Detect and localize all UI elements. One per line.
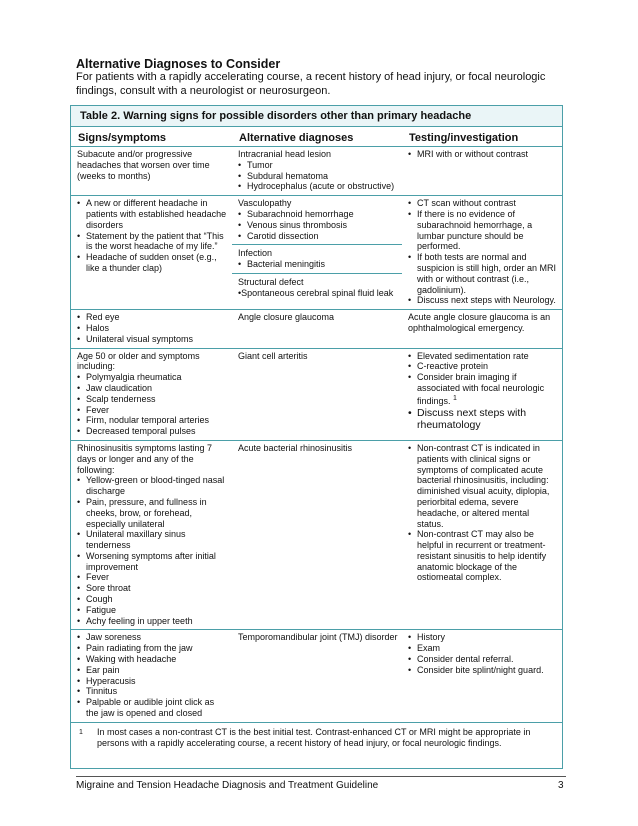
- list-item: • Statement by the patient that “This is the worst headache of my life.”: [77, 231, 228, 253]
- list-item: • Non-contrast CT is indicated in patients with clinical signs or symptoms of complicated acute bacterial rhinosinusitis, including: diminished visual acuity, diplopia, periorbital edema, severe headache, or altered mental status.: [408, 443, 558, 529]
- list-item: • Subarachnoid hemorrhage: [238, 209, 398, 220]
- list-item: • If both tests are normal and suspicion is still high, order an MRI with or without contrast (i.e., gadolinium).: [408, 252, 558, 295]
- signs-text: Subacute and/or progressive headaches that worsen over time (weeks to months): [77, 149, 210, 181]
- tests-list: [408, 351, 558, 407]
- signs-cell: [71, 348, 232, 440]
- signs-intro: Rhinosinusitis symptoms lasting 7 days or longer and any of the following:: [77, 442, 213, 475]
- diag-list: [238, 259, 398, 270]
- footnote-cell: [71, 722, 562, 752]
- list-item: [408, 372, 558, 406]
- list-item: • Worsening symptoms after initial improvement: [77, 551, 228, 573]
- signs-list: [77, 475, 228, 626]
- diag-list: [238, 209, 398, 241]
- list-item: • Halos: [77, 323, 228, 334]
- testing-cell: [402, 310, 562, 348]
- list-item: • Tinnitus: [77, 686, 228, 697]
- signs-cell: [71, 630, 232, 722]
- list-item: • History: [408, 632, 558, 643]
- table-row: [71, 310, 562, 348]
- list-item: • Unilateral maxillary sinus tenderness: [77, 529, 228, 551]
- table-row: [71, 147, 562, 196]
- diag-group-title: Vasculopathy: [238, 198, 292, 209]
- signs-cell: [71, 440, 232, 630]
- list-item: • Hydrocephalus (acute or obstructive): [238, 181, 398, 192]
- footer-divider: [76, 776, 566, 777]
- table-body: [71, 127, 562, 752]
- list-item: • Ear pain: [77, 665, 228, 676]
- list-item: • Pain radiating from the jaw: [77, 643, 228, 654]
- list-item: • A new or different headache in patients with established headache disorders: [77, 198, 228, 230]
- table-row: [71, 440, 562, 630]
- diag-text: Angle closure glaucoma: [238, 312, 335, 323]
- diag-subgroup: [232, 273, 402, 299]
- diag-text: Giant cell arteritis: [238, 350, 308, 361]
- list-item-text: Consider brain imaging if associated with focal neurologic findings.: [417, 372, 545, 406]
- diagnoses-cell: [232, 348, 402, 440]
- signs-cell: [71, 196, 232, 310]
- footer-title: Migraine and Tension Headache Diagnosis and Treatment Guideline: [76, 780, 379, 791]
- list-item: • Carotid dissection: [238, 231, 398, 242]
- list-item: • Firm, nodular temporal arteries: [77, 415, 228, 426]
- signs-list: [77, 372, 228, 437]
- list-item: • Unilateral visual symptoms: [77, 334, 228, 345]
- list-item: • Venous sinus thrombosis: [238, 220, 398, 231]
- diagnoses-cell: [232, 196, 402, 310]
- list-item: • Achy feeling in upper teeth: [77, 616, 228, 627]
- diag-title: Intracranial head lesion: [238, 149, 332, 159]
- list-item: • Subdural hematoma: [238, 171, 398, 182]
- table-row: [71, 630, 562, 722]
- footnote-ref: 1: [453, 394, 457, 402]
- list-item: • Cough: [77, 594, 228, 605]
- table-row: [71, 348, 562, 440]
- list-item: • Pain, pressure, and fullness in cheeks, brow, or forehead, especially unilateral: [77, 497, 228, 529]
- list-item: • C-reactive protein: [408, 361, 558, 372]
- diagnoses-cell: [232, 630, 402, 722]
- list-item: • Exam: [408, 643, 558, 654]
- list-item: • Fever: [77, 405, 228, 416]
- list-item: • Jaw claudication: [77, 383, 228, 394]
- diagnoses-cell: [232, 310, 402, 348]
- list-item: • Headache of sudden onset (e.g., like a thunder clap): [77, 252, 228, 274]
- diag-group-title: Infection: [238, 248, 273, 259]
- list-item: • CT scan without contrast: [408, 198, 558, 209]
- section-intro: For patients with a rapidly accelerating course, a recent history of head injury, or focal neurologic findings, consult with a neurologist or neurosurgeon.: [76, 71, 546, 97]
- testing-cell: [402, 630, 562, 722]
- diag-text: Acute bacterial rhinosinusitis: [238, 442, 353, 453]
- tests-list: [408, 149, 558, 160]
- table-header-row: [71, 127, 562, 147]
- list-item: • Waking with headache: [77, 654, 228, 665]
- signs-cell: [71, 310, 232, 348]
- diag-group-text: •Spontaneous cerebral spinal fluid leak: [238, 287, 394, 298]
- diagnoses-cell: [232, 440, 402, 630]
- list-item: • Palpable or audible joint click as the jaw is opened and closed: [77, 697, 228, 719]
- footnote-number: 1: [79, 728, 83, 736]
- list-item: • Bacterial meningitis: [238, 259, 398, 270]
- signs-list: [77, 198, 228, 274]
- footnote-row: [71, 722, 562, 752]
- signs-intro: Age 50 or older and symptoms including:: [77, 350, 200, 372]
- header-signs: Signs/symptoms: [71, 127, 232, 147]
- tests-list: [408, 198, 558, 306]
- list-item: • Scalp tenderness: [77, 394, 228, 405]
- tests-list: [408, 443, 558, 583]
- diag-list: [238, 160, 398, 192]
- list-item: • Non-contrast CT may also be helpful in recurrent or treatment-resistant sinusitis to help identify anatomic blockage of the ostiomeatal complex.: [408, 529, 558, 583]
- list-item: • Decreased temporal pulses: [77, 426, 228, 437]
- testing-cell: [402, 348, 562, 440]
- list-item: • MRI with or without contrast: [408, 149, 558, 160]
- list-item: • Fever: [77, 572, 228, 583]
- table-row: [71, 196, 562, 310]
- list-item: • Discuss next steps with rheumatology: [408, 407, 558, 432]
- signs-cell: [71, 147, 232, 196]
- list-item: • Polymyalgia rheumatica: [77, 372, 228, 383]
- warning-signs-table: [70, 105, 563, 769]
- list-item: • Red eye: [77, 312, 228, 323]
- list-item: • Jaw soreness: [77, 632, 228, 643]
- list-item: • Elevated sedimentation rate: [408, 351, 558, 362]
- section-title: Alternative Diagnoses to Consider: [76, 57, 281, 71]
- list-item: • Sore throat: [77, 583, 228, 594]
- list-item: • Hyperacusis: [77, 676, 228, 687]
- testing-cell: [402, 440, 562, 630]
- list-item: • Discuss next steps with Neurology.: [408, 295, 558, 306]
- signs-list: [77, 312, 228, 344]
- tests-text: Acute angle closure glaucoma is an ophthalmological emergency.: [408, 312, 551, 333]
- testing-cell: [402, 147, 562, 196]
- page-number: 3: [558, 780, 564, 791]
- tests-list-emphasis: [408, 407, 558, 432]
- header-diagnoses: Alternative diagnoses: [232, 127, 402, 147]
- list-item: • Tumor: [238, 160, 398, 171]
- list-item: • If there is no evidence of subarachnoid hemorrhage, a lumbar puncture should be performed.: [408, 209, 558, 252]
- testing-cell: [402, 196, 562, 310]
- list-item: • Consider bite splint/night guard.: [408, 665, 558, 676]
- signs-list: [77, 632, 228, 718]
- diagnoses-cell: [232, 147, 402, 196]
- list-item: • Consider dental referral.: [408, 654, 558, 665]
- table-caption: Table 2. Warning signs for possible disorders other than primary headache: [71, 106, 562, 127]
- diag-text: Temporomandibular joint (TMJ) disorder: [238, 632, 398, 643]
- diag-group-title: Structural defect: [238, 276, 304, 287]
- diag-subgroup: [232, 244, 402, 270]
- list-item: • Fatigue: [77, 605, 228, 616]
- footnote-text: In most cases a non-contrast CT is the best initial test. Contrast-enhanced CT or MRI might be appropriate in persons with a rapidly accelerating course, a recent history of head injury, or focal neurologic findings.: [97, 726, 531, 748]
- list-item: • Yellow-green or blood-tinged nasal discharge: [77, 475, 228, 497]
- header-testing: Testing/investigation: [402, 127, 562, 147]
- tests-list: [408, 632, 558, 675]
